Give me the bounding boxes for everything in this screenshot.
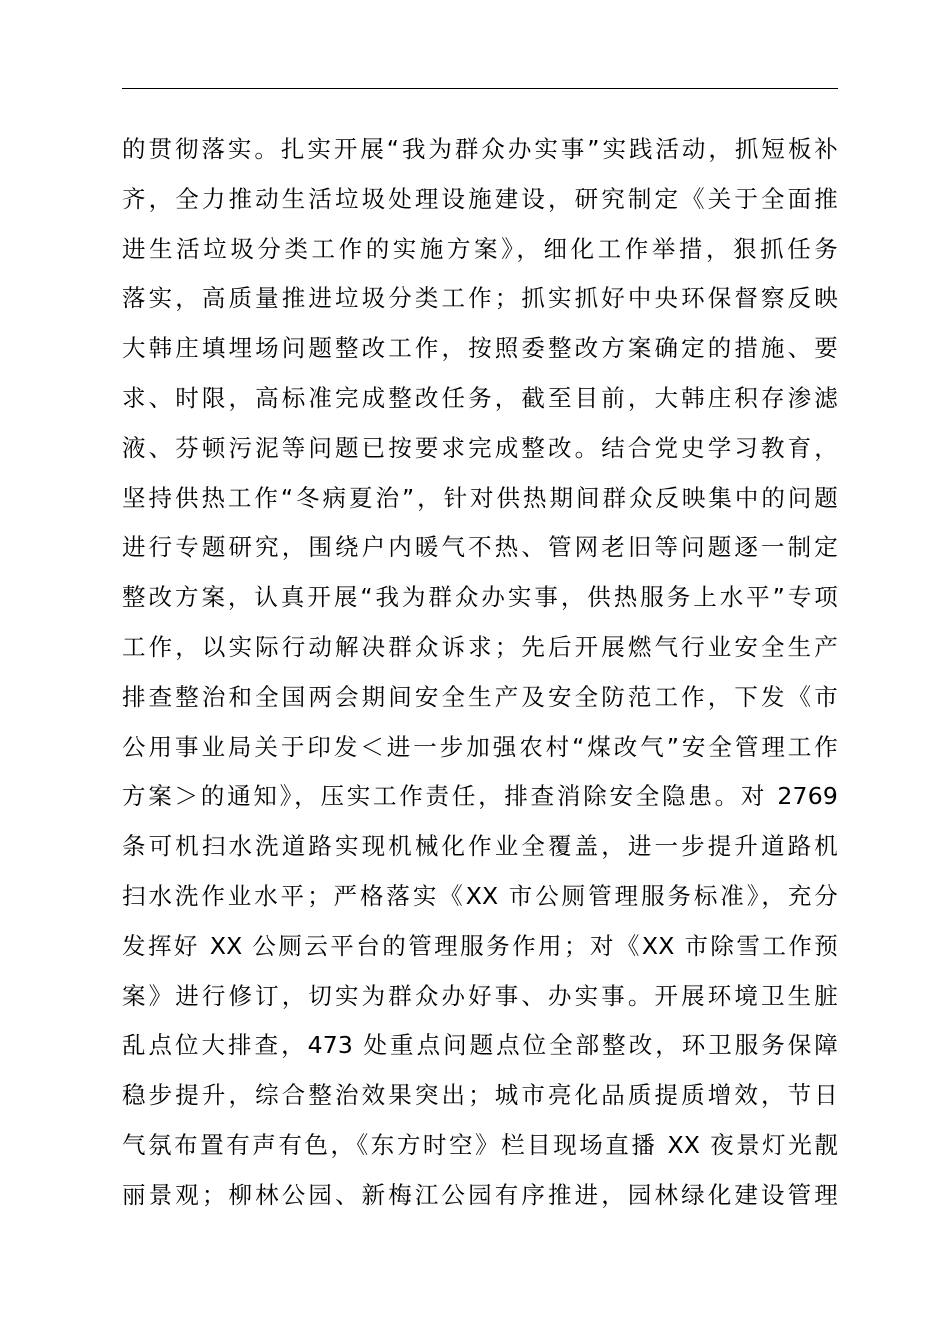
text-line: 大韩庄填埋场问题整改工作，按照委整改方案确定的措施、要 bbox=[122, 334, 838, 363]
body-paragraph bbox=[122, 125, 838, 1221]
text-line: 扫水洗作业水平；严格落实《XX 市公厕管理服务标准》，充分 bbox=[122, 881, 838, 910]
text-line: 乱点位大排查，473 处重点问题点位全部整改，环卫服务保障 bbox=[122, 1031, 838, 1060]
text-line: 条可机扫水洗道路实现机械化作业全覆盖，进一步提升道路机 bbox=[122, 832, 838, 861]
text-line: 求、时限，高标准完成整改任务，截至目前，大韩庄积存渗滤 bbox=[122, 383, 838, 412]
text-line: 丽景观；柳林公园、新梅江公园有序推进，园林绿化建设管理 bbox=[122, 1180, 838, 1209]
text-line: 气氛布置有声有色，《东方时空》栏目现场直播 XX 夜景灯光靓 bbox=[122, 1130, 838, 1159]
header-rule bbox=[122, 88, 838, 89]
text-line: 齐，全力推动生活垃圾处理设施建设，研究制定《关于全面推 bbox=[122, 184, 838, 213]
text-line: 进行专题研究，围绕户内暖气不热、管网老旧等问题逐一制定 bbox=[122, 533, 838, 562]
text-line: 液、芬顿污泥等问题已按要求完成整改。结合党史学习教育， bbox=[122, 433, 838, 462]
text-line: 案》进行修订，切实为群众办好事、办实事。开展环境卫生脏 bbox=[122, 981, 838, 1010]
text-line: 坚持供热工作“冬病夏治”，针对供热期间群众反映集中的问题 bbox=[122, 483, 838, 512]
text-line: 发挥好 XX 公厕云平台的管理服务作用；对《XX 市除雪工作预 bbox=[122, 931, 838, 960]
text-line: 工作，以实际行动解决群众诉求；先后开展燃气行业安全生产 bbox=[122, 632, 838, 661]
text-line: 排查整治和全国两会期间安全生产及安全防范工作，下发《市 bbox=[122, 682, 838, 711]
text-line: 整改方案，认真开展“我为群众办实事，供热服务上水平”专项 bbox=[122, 583, 838, 612]
text-line: 的贯彻落实。扎实开展“我为群众办实事”实践活动，抓短板补 bbox=[122, 135, 838, 163]
text-line: 方案＞的通知》，压实工作责任，排查消除安全隐患。对 2769 bbox=[122, 782, 838, 811]
text-line: 落实，高质量推进垃圾分类工作；抓实抓好中央环保督察反映 bbox=[122, 284, 838, 313]
text-line: 公用事业局关于印发＜进一步加强农村“煤改气”安全管理工作 bbox=[122, 732, 838, 761]
text-line: 进生活垃圾分类工作的实施方案》，细化工作举措，狠抓任务 bbox=[122, 234, 838, 263]
text-line: 稳步提升，综合整治效果突出；城市亮化品质提质增效，节日 bbox=[122, 1081, 838, 1110]
